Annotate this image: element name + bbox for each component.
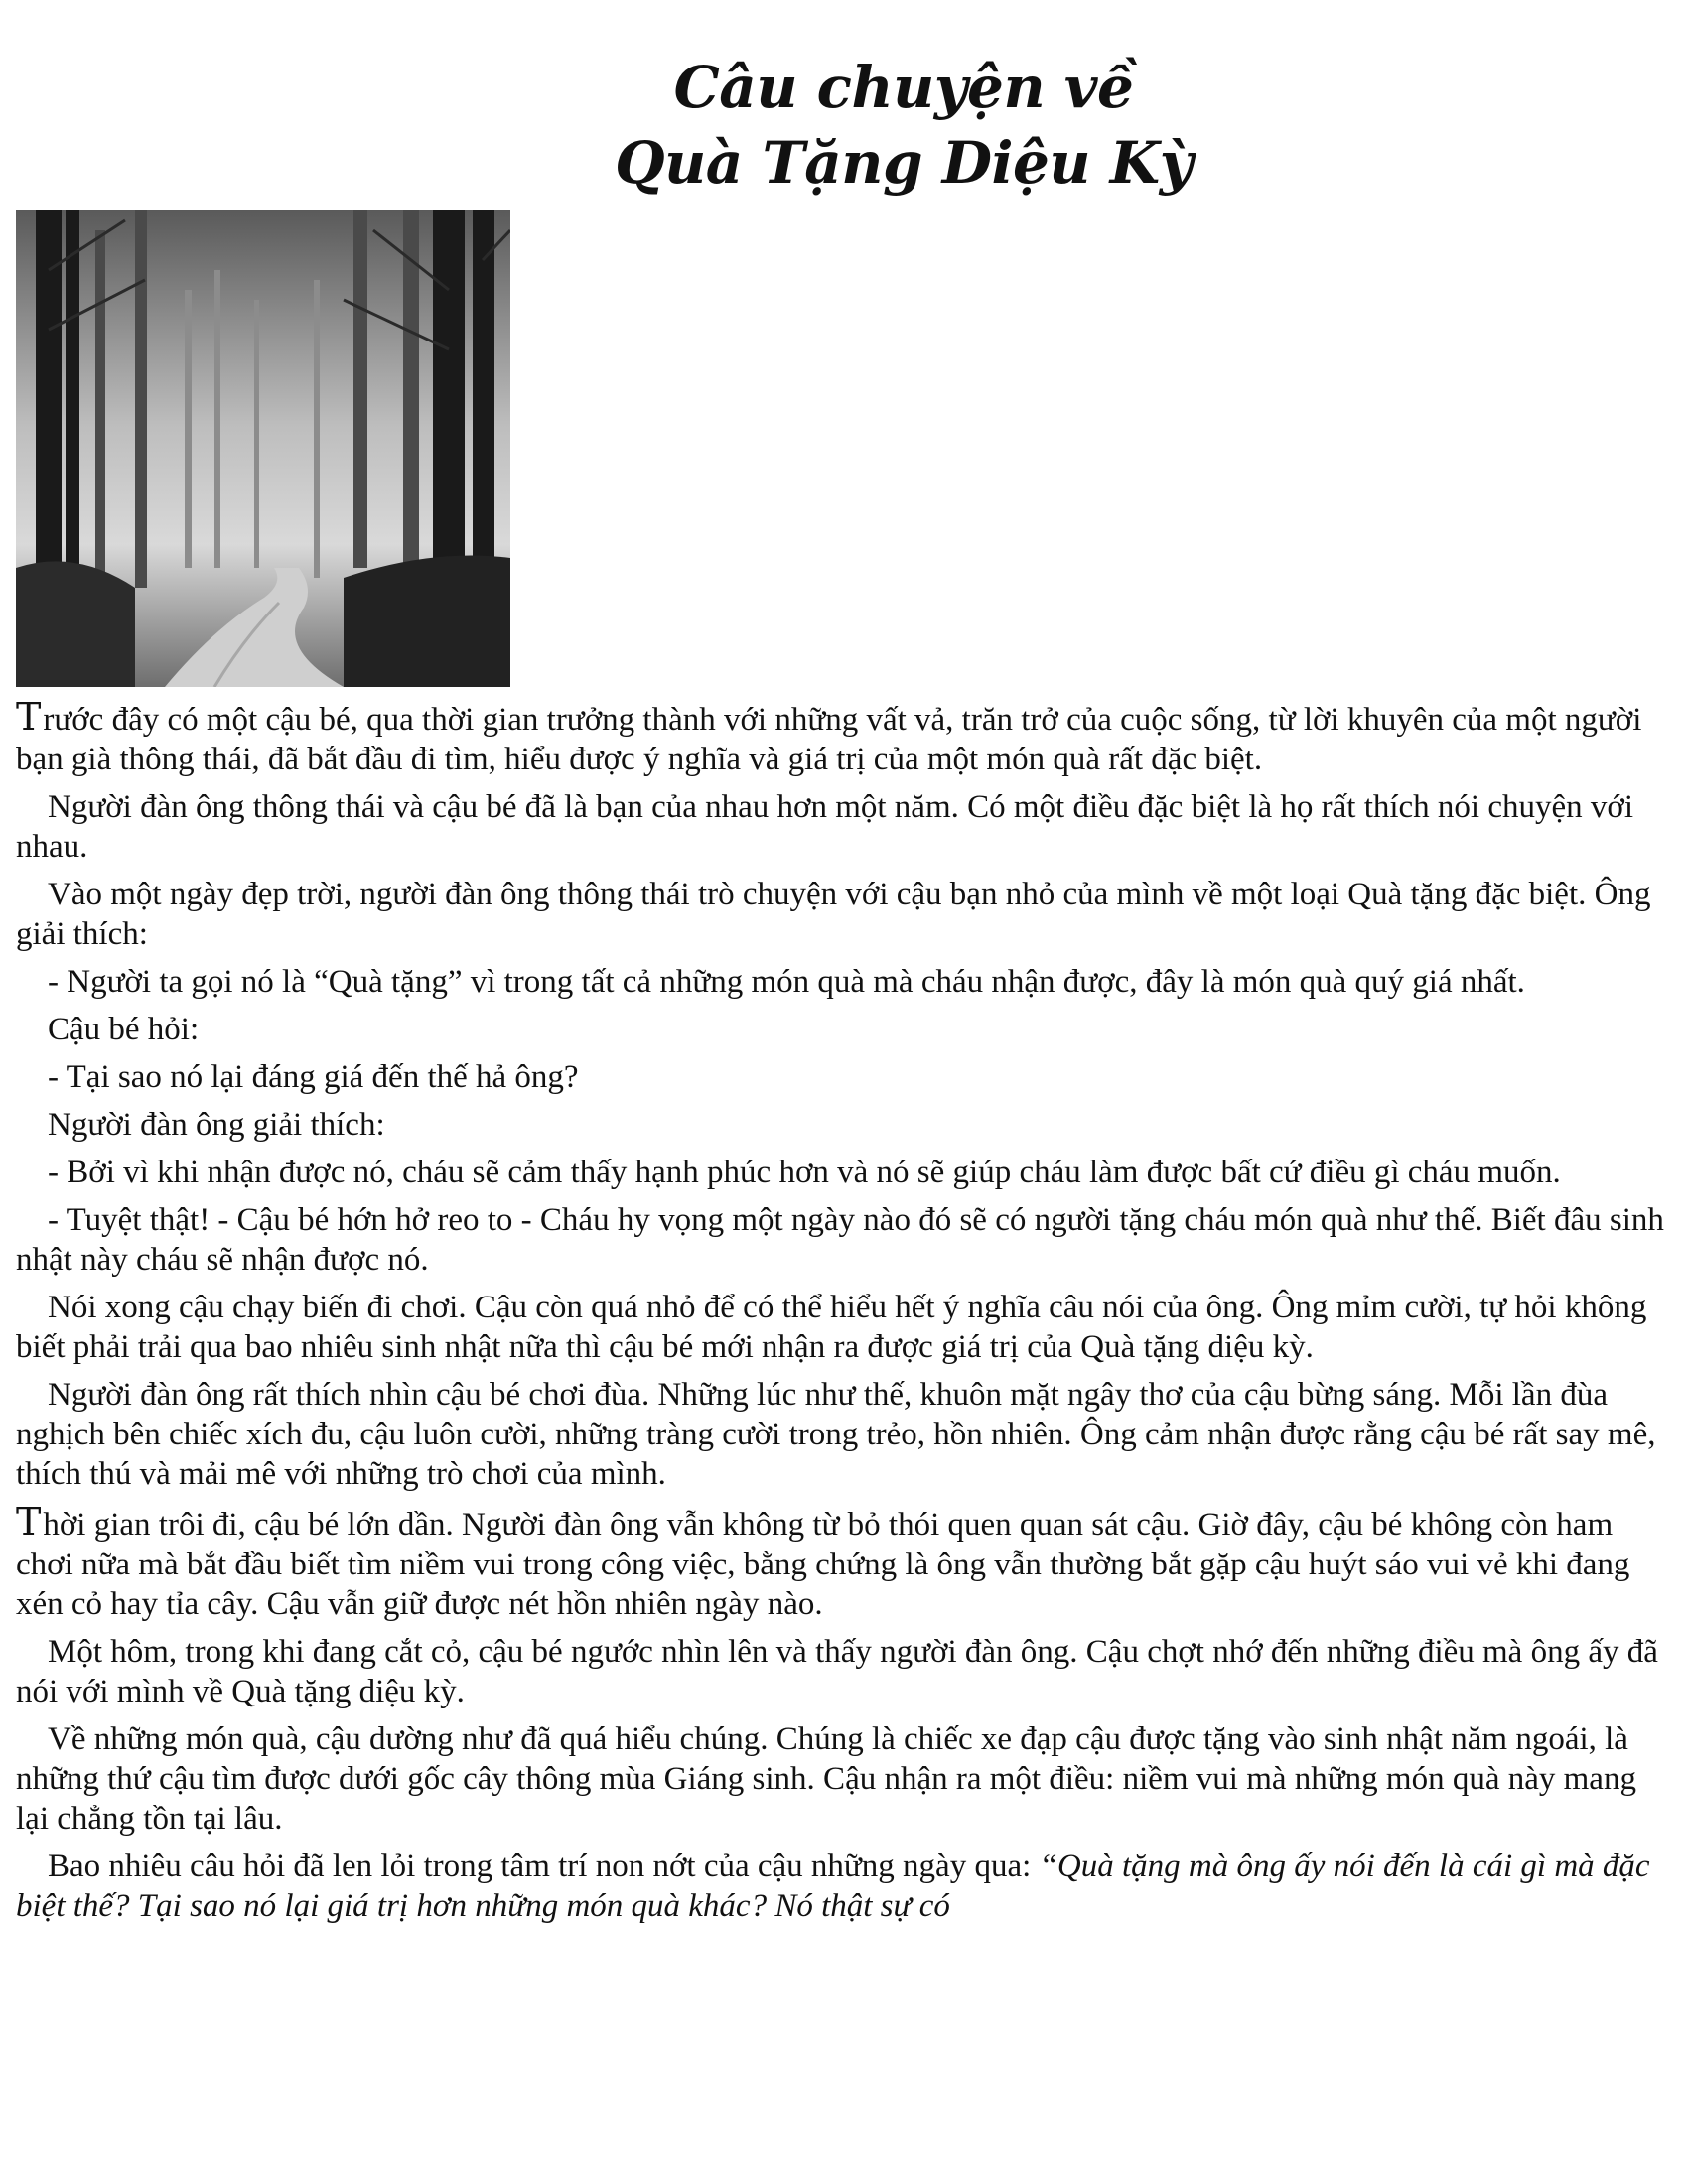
paragraph-4: - Người ta gọi nó là “Quà tặng” vì trong tất cả những món quà mà cháu nhận được, đây là món quà quý giá nhất. [48,964,1525,1000]
italic-quote: “Quà tặng mà ông ấy nói đến là cái gì mà đặc biệt thế? Tại sao nó lại giá trị hơn những món quà khác? Nó thật sự có [16,1848,1650,1924]
paragraph-8: - Bởi vì khi nhận được nó, cháu sẽ cảm thấy hạnh phúc hơn và nó sẽ giúp cháu làm được bất cứ điều gì cháu muốn. [48,1155,1561,1190]
paragraph-15 [16,1846,1672,1926]
paragraph-2: Người đàn ông thông thái và cậu bé đã là bạn của nhau hơn một năm. Có một điều đặc biệt là họ rất thích nói chuyện với nhau. [16,789,1634,865]
paragraph-14: Về những món quà, cậu dường như đã quá hiểu chúng. Chúng là chiếc xe đạp cậu được tặng vào sinh nhật năm ngoái, là những thứ cậu tìm được dưới gốc cây thông mùa Giáng sinh. Cậu nhận ra một điều: niềm vui mà những món quà này mang lại chẳng tồn tại lâu. [16,1721,1636,1837]
paragraph-5: Cậu bé hỏi: [48,1012,200,1047]
title-line-2: Quà Tặng Diệu Kỳ [615,129,1193,197]
paragraph-text: Bao nhiêu câu hỏi đã len lỏi trong tâm trí non nớt của cậu những ngày qua: [48,1848,1040,1884]
document-page [16,0,1672,2184]
paragraph-9: - Tuyệt thật! - Cậu bé hớn hở reo to - Cháu hy vọng một ngày nào đó sẽ có người tặng cháu món quà như thế. Biết đâu sinh nhật này cháu sẽ nhận được nó. [16,1202,1664,1278]
paragraph-11: Người đàn ông rất thích nhìn cậu bé chơi đùa. Những lúc như thế, khuôn mặt ngây thơ của cậu bừng sáng. Mỗi lần đùa nghịch bên chiếc xích đu, cậu luôn cười, những tràng cười trong trẻo, hồn nhiên. Ông cảm nhận được rằng cậu bé rất say mê, thích thú và mải mê với những trò chơi của mình. [16,1377,1656,1492]
paragraph-12 [16,1502,1672,1624]
paragraph-1 [16,697,1672,779]
page-title [16,0,1672,201]
paragraph-7: Người đàn ông giải thích: [48,1107,385,1143]
paragraph-10: Nói xong cậu chạy biến đi chơi. Cậu còn quá nhỏ để có thể hiểu hết ý nghĩa câu nói của ông. Ông mỉm cười, tự hỏi không biết phải trải qua bao nhiêu sinh nhật nữa thì cậu bé mới nhận ra được giá trị của Quà tặng diệu kỳ. [16,1290,1647,1365]
dropcap-letter: T [16,695,42,739]
paragraph-3: Vào một ngày đẹp trời, người đàn ông thông thái trò chuyện với cậu bạn nhỏ của mình về một loại Quà tặng đặc biệt. Ông giải thích: [16,877,1651,952]
paragraph-13: Một hôm, trong khi đang cắt cỏ, cậu bé ngước nhìn lên và thấy người đàn ông. Cậu chợt nhớ đến những điều mà ông ấy đã nói với mình về Quà tặng diệu kỳ. [16,1634,1658,1709]
dropcap-letter: T [16,1500,42,1544]
forest-road-photo [16,210,510,687]
paragraph-text: hời gian trôi đi, cậu bé lớn dần. Người đàn ông vẫn không từ bỏ thói quen quan sát cậu. Giờ đây, cậu bé không còn ham chơi nữa mà bắt đầu biết tìm niềm vui trong công việc, bằng chứng là ông vẫn thường bắt gặp cậu huýt sáo vui vẻ khi đang xén cỏ hay tỉa cây. Cậu vẫn giữ được nét hồn nhiên ngày nào. [16,1507,1630,1622]
paragraph-6: - Tại sao nó lại đáng giá đến thế hả ông? [48,1059,579,1095]
story-body [16,697,1672,1926]
paragraph-text: rước đây có một cậu bé, qua thời gian trưởng thành với những vất vả, trăn trở của cuộc sống, từ lời khuyên của một người bạn già thông thái, đã bắt đầu đi tìm, hiểu được ý nghĩa và giá trị của một món quà rất đặc biệt. [16,702,1642,777]
forest-road-image [16,210,510,687]
title-line-1: Câu chuyện về [673,54,1134,121]
